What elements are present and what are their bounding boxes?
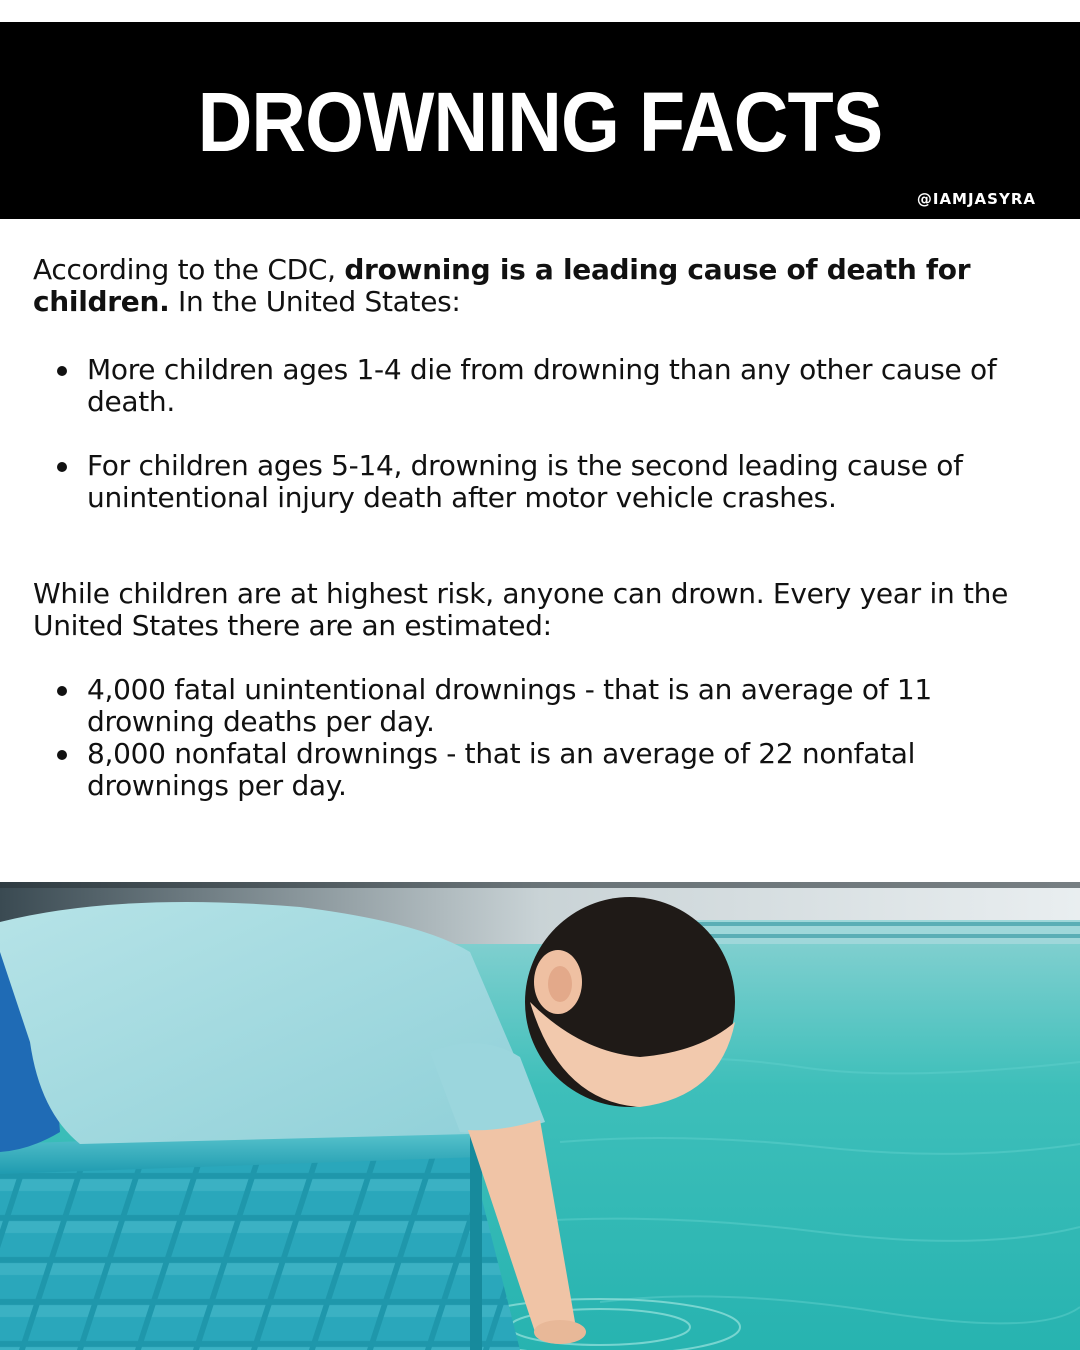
intro-emphasis: drowning is a leading cause of death for children. [33,253,971,318]
annual-facts-list [33,674,1058,802]
bullet-icon [57,462,67,472]
bullet-icon [57,366,67,376]
intro-lead: According to the CDC, [33,253,345,286]
facts-content [33,254,1058,802]
intro-paragraph [33,254,1058,318]
list-item-text: 4,000 fatal unintentional drownings - that is an average of 11 drowning deaths per day. [87,673,932,738]
list-item [33,674,1058,738]
list-item [33,738,1058,802]
children-facts-list [33,354,1058,514]
author-handle: @IAMJASYRA [916,190,1036,208]
baby-pool-photo [0,882,1080,1350]
list-item-text: More children ages 1-4 die from drowning than any other cause of death. [87,353,997,418]
photo-illustration [0,882,1080,1350]
list-item-text: For children ages 5-14, drowning is the second leading cause of unintentional injury death after motor vehicle crashes. [87,449,963,514]
title-banner [0,22,1080,219]
top-margin [0,0,1080,22]
list-item [33,354,1058,418]
general-risk-paragraph: While children are at highest risk, anyone can drown. Every year in the United States there are an estimated: [33,577,1009,642]
bullet-icon [57,750,67,760]
list-item-text: 8,000 nonfatal drownings - that is an average of 22 nonfatal drownings per day. [87,737,916,802]
intro-tail: In the United States: [169,285,461,318]
list-item [33,450,1058,514]
bullet-icon [57,686,67,696]
page-title: DROWNING FACTS [197,75,883,169]
